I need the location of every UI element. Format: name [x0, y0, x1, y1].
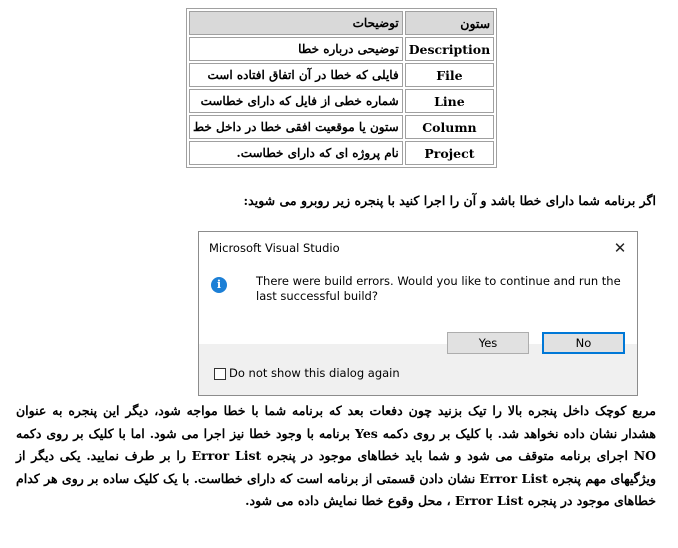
- yes-button[interactable]: Yes: [447, 332, 529, 354]
- table-row: [189, 37, 494, 61]
- row-column: Line: [405, 89, 494, 113]
- no-button[interactable]: No: [542, 332, 625, 354]
- header-column: ستون: [405, 11, 494, 35]
- do-not-show-checkbox[interactable]: [214, 368, 226, 380]
- dialog-titlebar: [199, 232, 637, 264]
- table-row: [189, 63, 494, 87]
- table-row: [189, 89, 494, 113]
- row-description: نام پروژه ای که دارای خطاست.: [189, 141, 403, 165]
- info-icon: i: [211, 277, 227, 293]
- dialog-message: There were build errors. Would you like to continue and run the last successful build?: [256, 274, 621, 303]
- table-row: [189, 115, 494, 139]
- row-description: فایلی که خطا در آن اتفاق افتاده است: [189, 63, 403, 87]
- row-description: شماره خطی از فایل که دارای خطاست: [189, 89, 403, 113]
- table-header-row: [189, 11, 494, 35]
- row-description: توضیحی درباره خطا: [189, 37, 403, 61]
- table-row: [189, 141, 494, 165]
- row-column: Column: [405, 115, 494, 139]
- close-icon[interactable]: ✕: [613, 239, 627, 257]
- build-errors-dialog: [198, 231, 638, 396]
- checkbox-label[interactable]: Do not show this dialog again: [229, 366, 400, 380]
- row-column: File: [405, 63, 494, 87]
- intro-paragraph: اگر برنامه شما دارای خطا باشد و آن را اجرا کنید با پنجره زیر روبرو می شوید:: [243, 193, 656, 208]
- header-description: توضیحات: [189, 11, 403, 35]
- row-description: ستون یا موقعیت افقی خطا در داخل خط: [189, 115, 403, 139]
- dialog-title: Microsoft Visual Studio: [209, 241, 340, 255]
- row-column: Description: [405, 37, 494, 61]
- columns-table: [186, 8, 497, 168]
- row-column: Project: [405, 141, 494, 165]
- body-paragraph: مربع کوچک داخل پنجره بالا را تیک بزنید چون دفعات بعد که برنامه شما با خطا مواجه شود، دیگر این پنجره به عنوان هشدار نشان داده نخواهد شد. با کلیک بر روی دکمه Yes برنامه با وجود خطا نیز اجرا می شود. اما با کلیک بر روی دکمه NO اجرای برنامه متوقف می شود و شما باید خطاهای موجود در پنجره Error List را بر طرف نمایید. یکی دیگر از ویژگیهای مهم پنجره Error List نشان دادن قسمتی از برنامه است که دارای خطاست. با یک کلیک ساده بر روی هر کدام خطاهای موجود در پنجره Error List ، محل وقوع خطا نمایش داده می شود.: [16, 403, 657, 508]
